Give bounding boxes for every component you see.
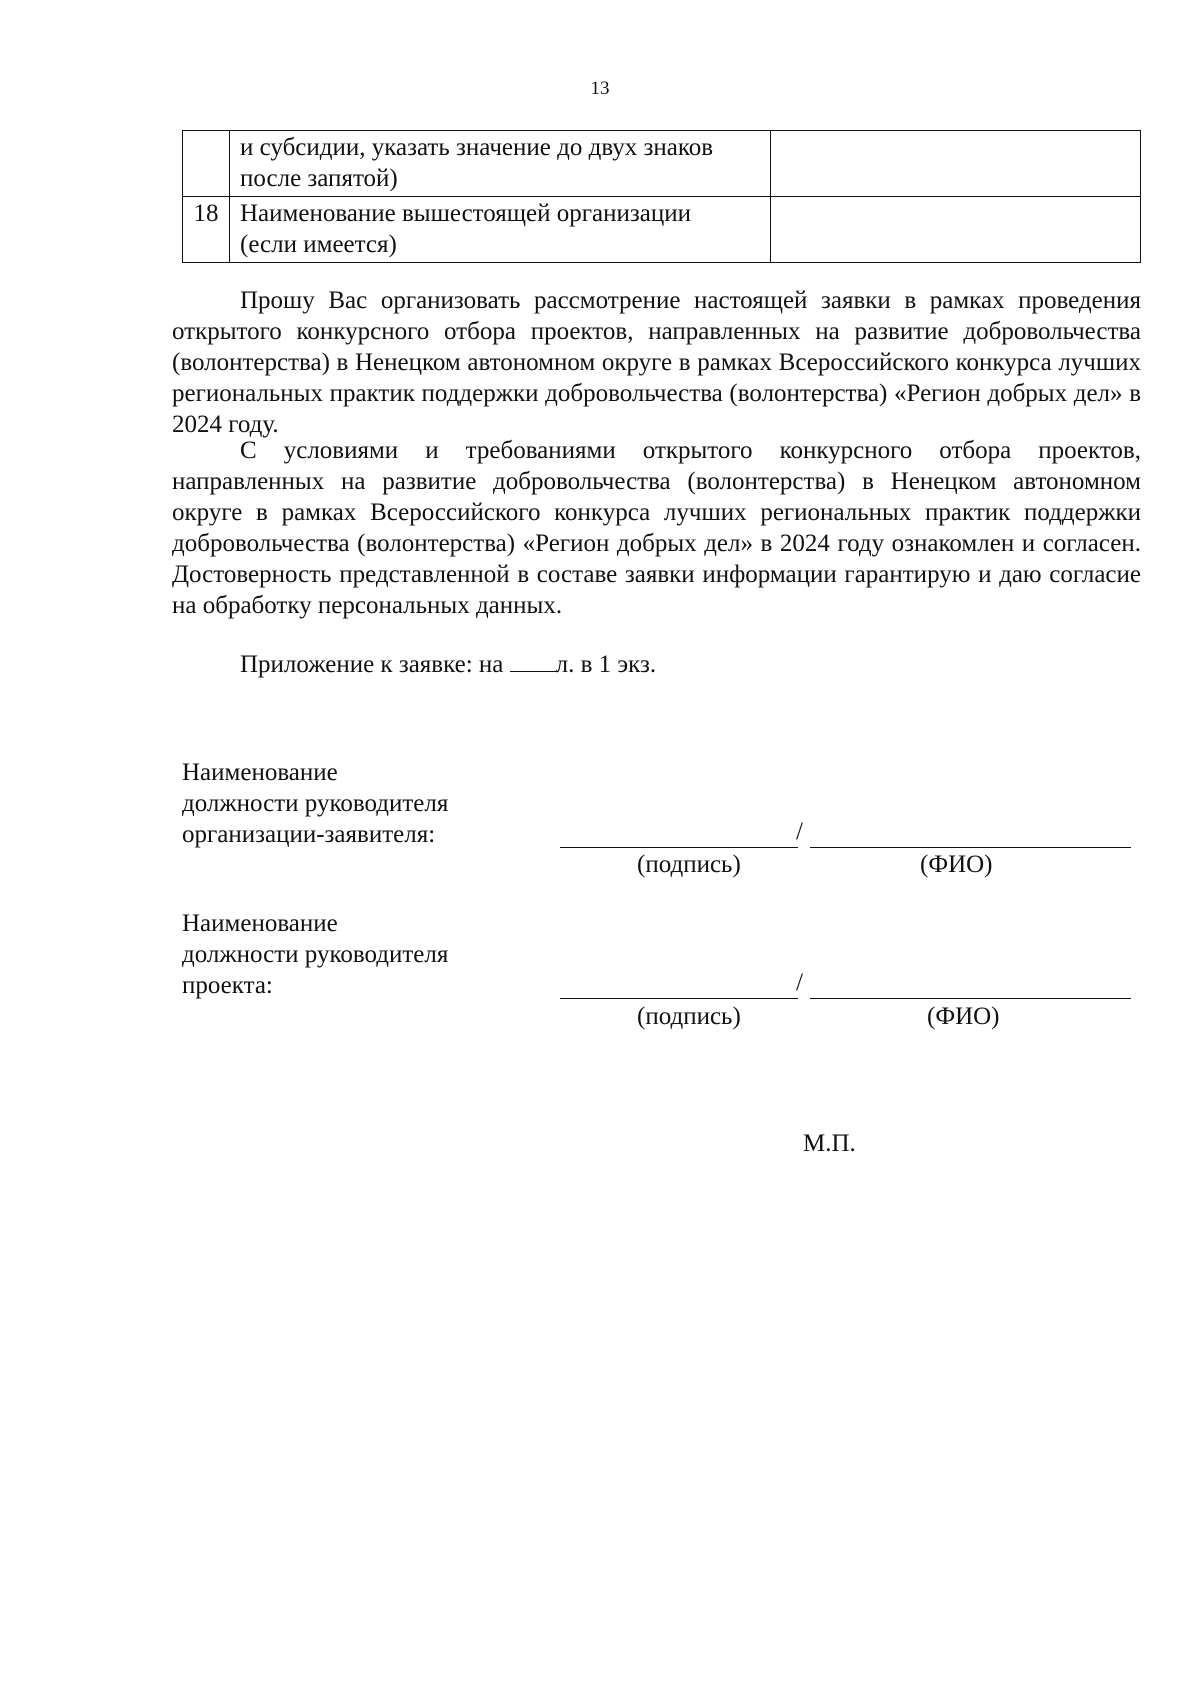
description-line: после запятой)	[240, 165, 398, 192]
label-line: организации-заявителя:	[182, 821, 436, 848]
full-name-caption: (ФИО)	[927, 1003, 1000, 1030]
page-number: 13	[590, 78, 610, 99]
separator-slash: /	[796, 818, 803, 845]
appendix-pages-blank	[510, 649, 556, 672]
description-line: Наименование вышестоящей организации	[240, 200, 691, 227]
request-paragraph: Прошу Вас организовать рассмотрение настоящей заявки в рамках проведения открытого конкурсного отбора проектов, направленных на развитие добровольчества (волонтерства) в Ненецком автономном округе в рамках Всероссийского конкурса лучших региональных практик поддержки добровольчества (волонтерства) «Регион добрых дел» в 2024 году.	[172, 287, 1141, 438]
full-name-caption: (ФИО)	[920, 851, 993, 878]
table-row	[183, 131, 1141, 197]
description-line: и субсидии, указать значение до двух знаков	[240, 134, 714, 161]
table-row-number: 18	[183, 197, 230, 263]
table-row	[183, 197, 1141, 263]
signature-caption: (подпись)	[637, 851, 741, 878]
full-name-line	[810, 998, 1131, 999]
label-line: должности руководителя	[182, 790, 449, 817]
label-line: проекта:	[182, 972, 273, 999]
table-row-number	[183, 131, 230, 197]
appendix-line	[240, 649, 656, 680]
description-line: (если имеется)	[240, 231, 397, 258]
label-line: Наименование	[182, 759, 338, 786]
table-row-description	[230, 197, 771, 263]
signature-caption: (подпись)	[637, 1003, 741, 1030]
label-line: должности руководителя	[182, 941, 449, 968]
full-name-line	[810, 847, 1131, 848]
table-row-description	[230, 131, 771, 197]
table-row-value	[771, 197, 1141, 263]
signature-line	[560, 847, 798, 848]
appendix-text-after: л. в 1 экз.	[555, 651, 657, 678]
consent-paragraph: С условиями и требованиями открытого конкурсного отбора проектов, направленных на развитие добровольчества (волонтерства) в Ненецком автономном округе в рамках Всероссийского конкурса лучших региональных практик поддержки добровольчества (волонтерства) «Регион добрых дел» в 2024 году ознакомлен и согласен. Достоверность представленной в составе заявки информации гарантирую и даю согласие на обработку персональных данных.	[172, 437, 1141, 619]
signature-line	[560, 998, 798, 999]
label-line: Наименование	[182, 910, 338, 937]
application-table	[182, 130, 1141, 263]
signatory-label-project	[182, 908, 502, 1001]
table-row-value	[771, 131, 1141, 197]
stamp-place: М.П.	[803, 1130, 856, 1157]
separator-slash: /	[796, 969, 803, 996]
signatory-label-organization	[182, 757, 502, 850]
appendix-text-before: Приложение к заявке: на	[240, 651, 510, 678]
